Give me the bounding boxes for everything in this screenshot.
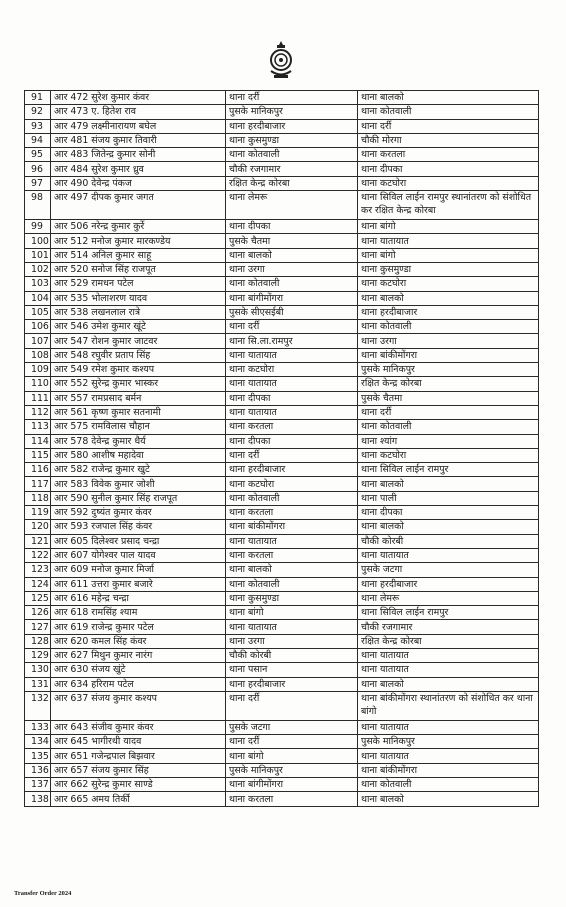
from-posting-cell: थाना दर्री	[226, 735, 358, 749]
to-posting-cell: रक्षित केन्द्र कोरबा	[358, 377, 539, 391]
employee-name-cell: आर 662 सुरेन्द्र कुमार साण्डे	[51, 778, 226, 792]
serial-number-cell: 120	[25, 520, 51, 534]
to-posting-cell: थाना कोतवाली	[358, 105, 539, 119]
employee-name-cell: आर 548 रघुवीर प्रताप सिंह	[51, 348, 226, 362]
to-posting-cell: थाना यातायात	[358, 548, 539, 562]
table-row	[25, 363, 539, 377]
from-posting-cell: थाना दीपका	[226, 391, 358, 405]
serial-number-cell: 103	[25, 277, 51, 291]
employee-name-cell: आर 538 लखनलाल रात्रे	[51, 305, 226, 319]
serial-number-cell: 116	[25, 463, 51, 477]
to-posting-cell: थाना कटघोरा	[358, 176, 539, 190]
table-row	[25, 548, 539, 562]
table-row	[25, 176, 539, 190]
table-row	[25, 663, 539, 677]
table-row	[25, 735, 539, 749]
serial-number-cell: 137	[25, 778, 51, 792]
table-row	[25, 506, 539, 520]
serial-number-cell: 119	[25, 506, 51, 520]
employee-name-cell: आर 619 राजेन्द्र कुमार पटेल	[51, 620, 226, 634]
table-row	[25, 420, 539, 434]
employee-name-cell: आर 483 जितेन्द्र कुमार सोनी	[51, 148, 226, 162]
from-posting-cell: थाना दीपका	[226, 220, 358, 234]
to-posting-cell: थाना बालको	[358, 91, 539, 105]
from-posting-cell: रक्षित केन्द्र कोरबा	[226, 176, 358, 190]
to-posting-cell: थाना उरगा	[358, 334, 539, 348]
table-row	[25, 334, 539, 348]
serial-number-cell: 127	[25, 620, 51, 634]
to-posting-cell: थाना कटघोरा	[358, 448, 539, 462]
table-row	[25, 148, 539, 162]
table-row	[25, 648, 539, 662]
table-row	[25, 792, 539, 806]
serial-number-cell: 129	[25, 648, 51, 662]
employee-name-cell: आर 549 रमेश कुमार कश्यप	[51, 363, 226, 377]
table-row	[25, 291, 539, 305]
from-posting-cell: थाना यातायात	[226, 620, 358, 634]
to-posting-cell: थाना सिविल लाईन रामपुर स्थानांतरण को संशोधित कर रक्षित केन्द्र कोरबा	[358, 191, 539, 220]
employee-name-cell: आर 520 सनोज सिंह राजपूत	[51, 262, 226, 276]
table-row	[25, 133, 539, 147]
table-row	[25, 778, 539, 792]
from-posting-cell: थाना यातायात	[226, 348, 358, 362]
from-posting-cell: थाना बांगीमोंगरा	[226, 291, 358, 305]
to-posting-cell: पुसके मानिकपुर	[358, 363, 539, 377]
police-emblem-icon	[268, 40, 294, 80]
serial-number-cell: 135	[25, 749, 51, 763]
from-posting-cell: थाना हरदीबाजार	[226, 463, 358, 477]
serial-number-cell: 105	[25, 305, 51, 319]
serial-number-cell: 95	[25, 148, 51, 162]
employee-name-cell: आर 506 नरेन्द्र कुमार कुर्रे	[51, 220, 226, 234]
to-posting-cell: चौकी रजगामार	[358, 620, 539, 634]
table-row	[25, 563, 539, 577]
serial-number-cell: 133	[25, 720, 51, 734]
to-posting-cell: थाना बांकीमोंगरा	[358, 348, 539, 362]
employee-name-cell: आर 620 कमल सिंह कंवर	[51, 634, 226, 648]
to-posting-cell: थाना कोतवाली	[358, 778, 539, 792]
employee-name-cell: आर 514 अनिल कुमार साहू	[51, 248, 226, 262]
employee-name-cell: आर 479 लक्ष्मीनारायण बघेल	[51, 119, 226, 133]
to-posting-cell: थाना दर्री	[358, 405, 539, 419]
from-posting-cell: पुसके मानिकपुर	[226, 763, 358, 777]
employee-name-cell: आर 592 दुष्यंत कुमार कंवर	[51, 506, 226, 520]
serial-number-cell: 125	[25, 591, 51, 605]
serial-number-cell: 136	[25, 763, 51, 777]
serial-number-cell: 107	[25, 334, 51, 348]
to-posting-cell: थाना दीपका	[358, 162, 539, 176]
from-posting-cell: पुसके जटगा	[226, 720, 358, 734]
table-row	[25, 405, 539, 419]
from-posting-cell: थाना यातायात	[226, 405, 358, 419]
serial-number-cell: 117	[25, 477, 51, 491]
table-row	[25, 591, 539, 605]
from-posting-cell: थाना कुसमुण्डा	[226, 133, 358, 147]
serial-number-cell: 131	[25, 677, 51, 691]
table-row	[25, 91, 539, 105]
serial-number-cell: 106	[25, 320, 51, 334]
employee-name-cell: आर 583 विवेक कुमार जोशी	[51, 477, 226, 491]
serial-number-cell: 128	[25, 634, 51, 648]
from-posting-cell: थाना कोतवाली	[226, 491, 358, 505]
table-row	[25, 749, 539, 763]
employee-name-cell: आर 651 गजेन्द्रपाल बिझवार	[51, 749, 226, 763]
from-posting-cell: थाना लेमरू	[226, 191, 358, 220]
employee-name-cell: आर 582 राजेन्द्र कुमार खुटे	[51, 463, 226, 477]
to-posting-cell: थाना करतला	[358, 148, 539, 162]
table-row	[25, 520, 539, 534]
table-row	[25, 720, 539, 734]
employee-name-cell: आर 593 रजपाल सिंह कंवर	[51, 520, 226, 534]
employee-name-cell: आर 490 देवेन्द्र पंकज	[51, 176, 226, 190]
from-posting-cell: थाना करतला	[226, 506, 358, 520]
to-posting-cell: थाना बांगो	[358, 248, 539, 262]
from-posting-cell: थाना पसान	[226, 663, 358, 677]
table-row	[25, 191, 539, 220]
from-posting-cell: थाना सि.ला.रामपुर	[226, 334, 358, 348]
table-row	[25, 477, 539, 491]
from-posting-cell: थाना बांगो	[226, 606, 358, 620]
serial-number-cell: 110	[25, 377, 51, 391]
table-row	[25, 234, 539, 248]
table-row	[25, 448, 539, 462]
from-posting-cell: थाना कोतवाली	[226, 577, 358, 591]
table-row	[25, 491, 539, 505]
from-posting-cell: थाना कोतवाली	[226, 277, 358, 291]
serial-number-cell: 104	[25, 291, 51, 305]
serial-number-cell: 130	[25, 663, 51, 677]
from-posting-cell: थाना यातायात	[226, 534, 358, 548]
to-posting-cell: थाना श्यांग	[358, 434, 539, 448]
employee-name-cell: आर 611 उत्तरा कुमार बजारे	[51, 577, 226, 591]
to-posting-cell: पुसके चैतमा	[358, 391, 539, 405]
employee-name-cell: आर 547 रोशन कुमार जाटवर	[51, 334, 226, 348]
table-row	[25, 119, 539, 133]
serial-number-cell: 97	[25, 176, 51, 190]
from-posting-cell: थाना उरगा	[226, 262, 358, 276]
serial-number-cell: 91	[25, 91, 51, 105]
serial-number-cell: 96	[25, 162, 51, 176]
from-posting-cell: थाना करतला	[226, 548, 358, 562]
serial-number-cell: 114	[25, 434, 51, 448]
to-posting-cell: थाना कुसमुण्डा	[358, 262, 539, 276]
from-posting-cell: थाना दर्री	[226, 320, 358, 334]
table-row	[25, 262, 539, 276]
serial-number-cell: 101	[25, 248, 51, 262]
to-posting-cell: थाना बालको	[358, 792, 539, 806]
serial-number-cell: 100	[25, 234, 51, 248]
serial-number-cell: 111	[25, 391, 51, 405]
to-posting-cell: पुसके जटगा	[358, 563, 539, 577]
from-posting-cell: थाना यातायात	[226, 377, 358, 391]
from-posting-cell: थाना कुसमुण्डा	[226, 591, 358, 605]
serial-number-cell: 98	[25, 191, 51, 220]
employee-name-cell: आर 473 ए. हितेश राव	[51, 105, 226, 119]
from-posting-cell: पुसके चैतमा	[226, 234, 358, 248]
transfer-table	[24, 90, 539, 807]
serial-number-cell: 112	[25, 405, 51, 419]
to-posting-cell: थाना बालको	[358, 677, 539, 691]
from-posting-cell: थाना कटघोरा	[226, 477, 358, 491]
table-row	[25, 463, 539, 477]
employee-name-cell: आर 578 देवेन्द्र कुमार धैर्य	[51, 434, 226, 448]
employee-name-cell: आर 616 महेन्द्र चन्द्रा	[51, 591, 226, 605]
to-posting-cell: पुसके मानिकपुर	[358, 735, 539, 749]
serial-number-cell: 109	[25, 363, 51, 377]
from-posting-cell: थाना दीपका	[226, 434, 358, 448]
serial-number-cell: 113	[25, 420, 51, 434]
serial-number-cell: 102	[25, 262, 51, 276]
employee-name-cell: आर 472 सुरेश कुमार कंवर	[51, 91, 226, 105]
to-posting-cell: थाना कटघोरा	[358, 277, 539, 291]
to-posting-cell: थाना यातायात	[358, 749, 539, 763]
table-row	[25, 248, 539, 262]
from-posting-cell: थाना दर्री	[226, 691, 358, 720]
employee-name-cell: आर 643 संजीव कुमार कंवर	[51, 720, 226, 734]
from-posting-cell: पुसके सीएसईबी	[226, 305, 358, 319]
employee-name-cell: आर 607 योगेश्वर पाल यादव	[51, 548, 226, 562]
employee-name-cell: आर 484 सुरेश कुमार ध्रुव	[51, 162, 226, 176]
from-posting-cell: थाना बालको	[226, 248, 358, 262]
employee-name-cell: आर 497 दीपक कुमार जगत	[51, 191, 226, 220]
employee-name-cell: आर 580 आशीष महादेवा	[51, 448, 226, 462]
table-row	[25, 320, 539, 334]
footer-label: Transfer Order 2024	[14, 890, 72, 897]
serial-number-cell: 126	[25, 606, 51, 620]
to-posting-cell: थाना बालको	[358, 477, 539, 491]
from-posting-cell: थाना कटघोरा	[226, 363, 358, 377]
employee-name-cell: आर 634 हरिराम पटेल	[51, 677, 226, 691]
employee-name-cell: आर 561 कृष्ण कुमार सतनामी	[51, 405, 226, 419]
table-row	[25, 391, 539, 405]
to-posting-cell: थाना बांकीमोंगरा स्थानांतरण को संशोधित कर थाना बांगो	[358, 691, 539, 720]
to-posting-cell: रक्षित केन्द्र कोरबा	[358, 634, 539, 648]
from-posting-cell: पुसके मानिकपुर	[226, 105, 358, 119]
to-posting-cell: थाना सिविल लाईन रामपुर	[358, 606, 539, 620]
from-posting-cell: थाना बांगो	[226, 749, 358, 763]
employee-name-cell: आर 657 संजय कुमार सिंह	[51, 763, 226, 777]
from-posting-cell: थाना दर्री	[226, 448, 358, 462]
to-posting-cell: थाना बांकीमोंगरा	[358, 763, 539, 777]
table-row	[25, 434, 539, 448]
from-posting-cell: थाना कोतवाली	[226, 148, 358, 162]
table-row	[25, 763, 539, 777]
employee-name-cell: आर 590 सुनील कुमार सिंह राजपूत	[51, 491, 226, 505]
to-posting-cell: थाना यातायात	[358, 663, 539, 677]
to-posting-cell: थाना बांगो	[358, 220, 539, 234]
serial-number-cell: 94	[25, 133, 51, 147]
to-posting-cell: थाना यातायात	[358, 648, 539, 662]
to-posting-cell: थाना कोतवाली	[358, 420, 539, 434]
serial-number-cell: 121	[25, 534, 51, 548]
employee-name-cell: आर 481 संजय कुमार तिवारी	[51, 133, 226, 147]
employee-name-cell: आर 609 मनोज कुमार मिर्जा	[51, 563, 226, 577]
from-posting-cell: चौकी कोरबी	[226, 648, 358, 662]
table-row	[25, 220, 539, 234]
from-posting-cell: थाना बांगीमोंगरा	[226, 778, 358, 792]
serial-number-cell: 123	[25, 563, 51, 577]
employee-name-cell: आर 645 भागीरथी यादव	[51, 735, 226, 749]
table-row	[25, 305, 539, 319]
employee-name-cell: आर 605 दिलेश्वर प्रसाद चन्द्रा	[51, 534, 226, 548]
table-row	[25, 677, 539, 691]
table-row	[25, 634, 539, 648]
table-row	[25, 577, 539, 591]
to-posting-cell: थाना यातायात	[358, 234, 539, 248]
table-row	[25, 277, 539, 291]
from-posting-cell: थाना हरदीबाजार	[226, 119, 358, 133]
to-posting-cell: थाना दीपका	[358, 506, 539, 520]
serial-number-cell: 92	[25, 105, 51, 119]
employee-name-cell: आर 618 रामसिंह श्याम	[51, 606, 226, 620]
table-row	[25, 691, 539, 720]
to-posting-cell: थाना लेमरू	[358, 591, 539, 605]
employee-name-cell: आर 552 सुरेन्द्र कुमार भास्कर	[51, 377, 226, 391]
from-posting-cell: थाना करतला	[226, 792, 358, 806]
employee-name-cell: आर 630 संजय खुंटे	[51, 663, 226, 677]
from-posting-cell: थाना बालको	[226, 563, 358, 577]
employee-name-cell: आर 512 मनोज कुमार मारकण्डेय	[51, 234, 226, 248]
employee-name-cell: आर 637 संजय कुमार कश्यप	[51, 691, 226, 720]
employee-name-cell: आर 546 उमेश कुमार खूंटे	[51, 320, 226, 334]
to-posting-cell: चौकी मोरगा	[358, 133, 539, 147]
from-posting-cell: थाना उरगा	[226, 634, 358, 648]
serial-number-cell: 124	[25, 577, 51, 591]
table-row	[25, 606, 539, 620]
from-posting-cell: थाना बांकीमोंगरा	[226, 520, 358, 534]
serial-number-cell: 138	[25, 792, 51, 806]
to-posting-cell: थाना दर्री	[358, 119, 539, 133]
to-posting-cell: चौकी कोरबी	[358, 534, 539, 548]
serial-number-cell: 108	[25, 348, 51, 362]
to-posting-cell: थाना पाली	[358, 491, 539, 505]
serial-number-cell: 99	[25, 220, 51, 234]
serial-number-cell: 93	[25, 119, 51, 133]
table-row	[25, 620, 539, 634]
serial-number-cell: 115	[25, 448, 51, 462]
employee-name-cell: आर 529 रामधन पटेल	[51, 277, 226, 291]
employee-name-cell: आर 557 रामप्रसाद बर्मन	[51, 391, 226, 405]
to-posting-cell: थाना कोतवाली	[358, 320, 539, 334]
employee-name-cell: आर 575 रामविलास चौहान	[51, 420, 226, 434]
table-row	[25, 348, 539, 362]
table-row	[25, 377, 539, 391]
to-posting-cell: थाना सिविल लाईन रामपुर	[358, 463, 539, 477]
serial-number-cell: 132	[25, 691, 51, 720]
table-row	[25, 162, 539, 176]
table-row	[25, 105, 539, 119]
employee-name-cell: आर 627 मिथुन कुमार नारंग	[51, 648, 226, 662]
to-posting-cell: थाना हरदीबाजार	[358, 577, 539, 591]
from-posting-cell: चौकी रजगामार	[226, 162, 358, 176]
from-posting-cell: थाना हरदीबाजार	[226, 677, 358, 691]
employee-name-cell: आर 665 अमय तिर्की	[51, 792, 226, 806]
serial-number-cell: 118	[25, 491, 51, 505]
serial-number-cell: 122	[25, 548, 51, 562]
from-posting-cell: थाना करतला	[226, 420, 358, 434]
from-posting-cell: थाना दर्री	[226, 91, 358, 105]
to-posting-cell: थाना हरदीबाजार	[358, 305, 539, 319]
serial-number-cell: 134	[25, 735, 51, 749]
to-posting-cell: थाना बालको	[358, 291, 539, 305]
to-posting-cell: थाना बालको	[358, 520, 539, 534]
employee-name-cell: आर 535 भोलाशरण यादव	[51, 291, 226, 305]
table-row	[25, 534, 539, 548]
to-posting-cell: थाना यातायात	[358, 720, 539, 734]
